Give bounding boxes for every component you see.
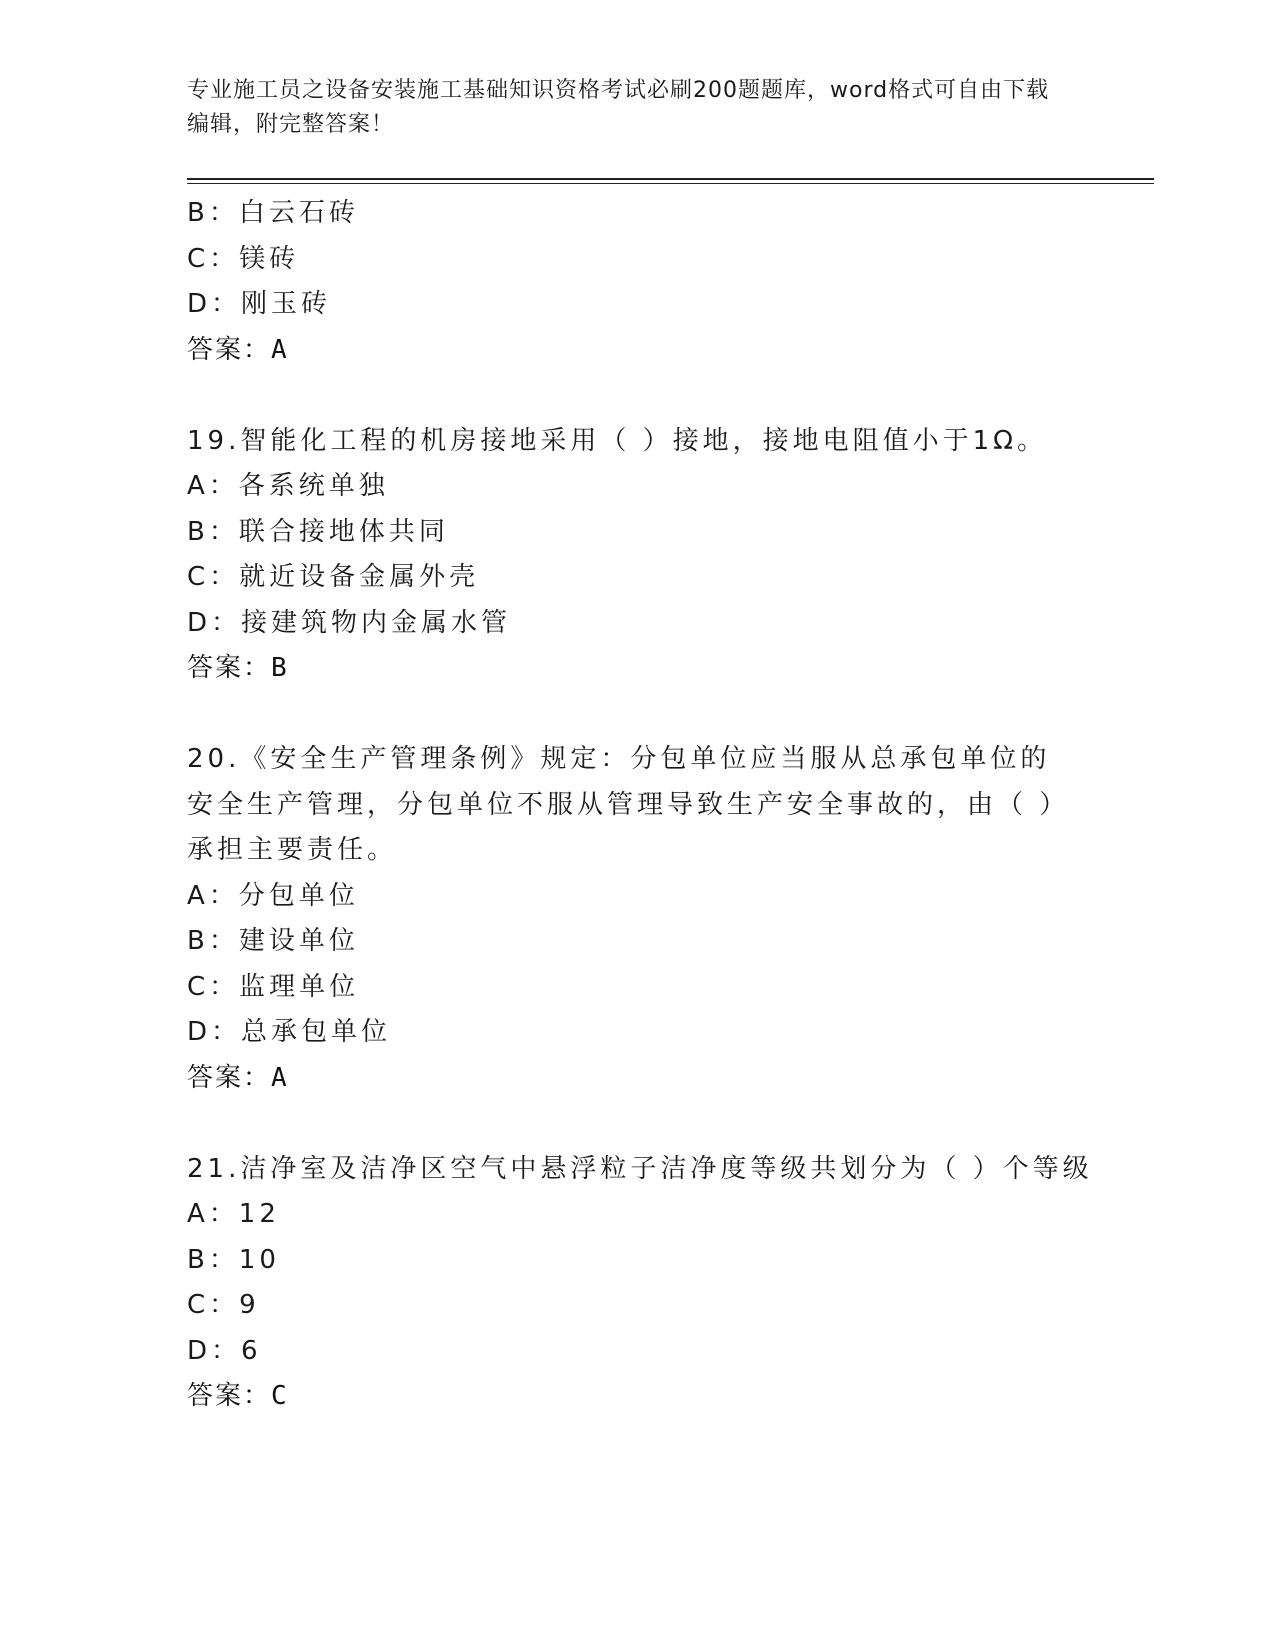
option-b: B：10 [187, 1244, 280, 1275]
answer-value: B [271, 653, 288, 683]
question-stem: 20.《安全生产管理条例》规定：分包单位应当服从总承包单位的安全生产管理，分包单位不服从管理导致生产安全事故的，由（ ）承担主要责任。 [187, 744, 1070, 865]
question-stem: 21.洁净室及洁净区空气中悬浮粒子洁净度等级共划分为（ ）个等级 [187, 1153, 1093, 1184]
option-c: C：9 [187, 1290, 260, 1320]
question-content [187, 191, 1093, 1420]
answer-line [187, 1374, 1087, 1420]
spacer [187, 1101, 1087, 1147]
option-b: B：白云石砖 [187, 198, 359, 228]
answer-line [187, 328, 1087, 374]
question-21 [187, 1147, 1093, 1420]
answer-label: 答案： [187, 1381, 272, 1411]
option-d: D：6 [187, 1335, 262, 1366]
question-stem: 19.智能化工程的机房接地采用（ ）接地，接地电阻值小于1Ω。 [187, 425, 1048, 456]
option-a: A：分包单位 [187, 880, 359, 911]
document-header: 专业施工员之设备安装施工基础知识资格考试必刷200题题库，word格式可自由下载编辑，附完整答案！ [187, 78, 1050, 137]
option-b: B：建设单位 [187, 926, 359, 956]
answer-value: A [271, 1062, 288, 1093]
question-20 [187, 737, 1087, 1101]
spacer [187, 692, 1087, 738]
answer-label: 答案： [187, 334, 272, 365]
header-rule-thick [187, 178, 1154, 180]
option-d: D：刚玉砖 [187, 289, 332, 319]
option-d: D：接建筑物内金属水管 [187, 607, 512, 638]
prev-question-block [187, 191, 1087, 373]
option-a: A：各系统单独 [187, 471, 389, 501]
option-a: A：12 [187, 1199, 280, 1229]
option-b: B：联合接地体共同 [187, 516, 449, 547]
header-rule-thin [187, 183, 1154, 184]
option-d: D：总承包单位 [187, 1017, 392, 1047]
option-c: C：监理单位 [187, 971, 360, 1002]
option-c: C：就近设备金属外壳 [187, 562, 480, 592]
answer-label: 答案： [187, 1062, 272, 1093]
question-19 [187, 419, 1087, 692]
answer-line [187, 1056, 1087, 1102]
spacer [187, 373, 1087, 419]
answer-line [187, 646, 1087, 692]
answer-label: 答案： [187, 653, 272, 683]
option-c: C：镁砖 [187, 243, 300, 274]
answer-value: A [271, 334, 288, 365]
answer-value: C [271, 1381, 288, 1411]
